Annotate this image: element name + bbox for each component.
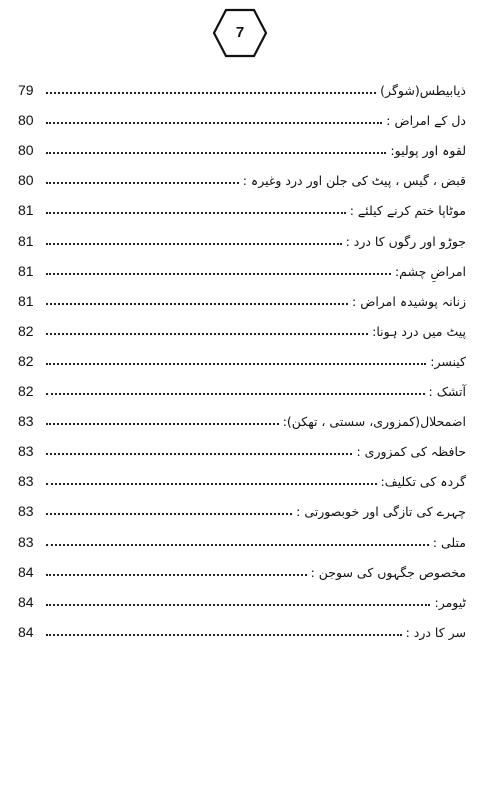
toc-entry-title: کینسر: (430, 353, 466, 369)
toc-entry[interactable] (18, 70, 466, 100)
toc-entry-title: ٹیومر: (434, 594, 466, 610)
toc-leader-dots (46, 332, 368, 335)
toc-leader-dots (46, 91, 376, 94)
toc-entry-page: 84 (18, 623, 34, 640)
toc-leader-dots (46, 633, 402, 636)
toc-entry[interactable] (18, 491, 466, 521)
toc-entry-title: جوڑو اور رگوں کا درد : (345, 233, 466, 249)
toc-entry-title: امراضِ چشم: (394, 263, 466, 279)
toc-entry-title: چہرے کی تازگی اور خوبصورتی : (296, 504, 466, 520)
toc-entry[interactable] (18, 220, 466, 250)
toc-entry[interactable] (18, 612, 466, 642)
toc-entry[interactable] (18, 281, 466, 311)
toc-leader-dots (46, 573, 307, 576)
toc-entry-page: 83 (18, 443, 34, 460)
toc-entry-title: متلی : (432, 534, 466, 550)
page-number-badge (212, 8, 268, 58)
toc-entry[interactable] (18, 130, 466, 160)
toc-entry-page: 80 (18, 172, 34, 189)
toc-entry-page: 80 (18, 112, 34, 129)
toc-leader-dots (46, 422, 279, 425)
toc-entry-title: قبض ، گیس ، پیٹ کی جلن اور درد وغیرہ : (242, 173, 466, 189)
toc-entry-title: پیٹ میں درد ہونا: (372, 323, 466, 339)
toc-leader-dots (46, 121, 382, 124)
toc-entry[interactable] (18, 431, 466, 461)
toc-entry-title: آتشک : (428, 384, 466, 400)
toc-entry-title: گردہ کی تکلیف: (380, 474, 466, 490)
toc-entry[interactable] (18, 190, 466, 220)
toc-entry[interactable] (18, 100, 466, 130)
toc-entry[interactable] (18, 582, 466, 612)
toc-entry-title: زنانہ پوشیدہ امراض : (352, 293, 466, 309)
toc-entry-page: 79 (18, 82, 34, 99)
toc-entry-page: 81 (18, 262, 34, 279)
toc-leader-dots (46, 151, 386, 154)
toc-entry-page: 83 (18, 473, 34, 490)
toc-entry-page: 84 (18, 593, 34, 610)
toc-entry[interactable] (18, 401, 466, 431)
toc-entry-page: 81 (18, 292, 34, 309)
toc-leader-dots (46, 543, 429, 546)
toc-entry-page: 83 (18, 503, 34, 520)
page-number: 7 (235, 24, 245, 41)
toc-leader-dots (46, 452, 352, 455)
table-of-contents (18, 70, 466, 642)
toc-leader-dots (46, 302, 348, 305)
toc-entry[interactable] (18, 160, 466, 190)
toc-leader-dots (46, 242, 342, 245)
toc-entry[interactable] (18, 461, 466, 491)
toc-entry-page: 82 (18, 352, 34, 369)
toc-entry-title: حافظہ کی کمزوری : (356, 444, 466, 460)
toc-entry-page: 81 (18, 232, 34, 249)
toc-leader-dots (46, 512, 292, 515)
toc-entry[interactable] (18, 371, 466, 401)
toc-entry-page: 82 (18, 383, 34, 400)
toc-entry-page: 83 (18, 533, 34, 550)
toc-entry-title: موٹاپا ختم کرنے کیلئے : (349, 203, 466, 219)
toc-entry-page: 82 (18, 322, 34, 339)
toc-entry-page: 83 (18, 413, 34, 430)
toc-entry-page: 81 (18, 202, 34, 219)
toc-entry-title: ذیابیطس(شوگر) (380, 83, 466, 99)
toc-entry-page: 80 (18, 142, 34, 159)
toc-leader-dots (46, 392, 425, 395)
toc-entry[interactable] (18, 521, 466, 551)
toc-entry-title: سر کا درد : (405, 624, 466, 640)
toc-leader-dots (46, 362, 426, 365)
toc-entry[interactable] (18, 311, 466, 341)
toc-leader-dots (46, 181, 239, 184)
toc-leader-dots (46, 272, 391, 275)
toc-leader-dots (46, 482, 377, 485)
toc-entry-page: 84 (18, 563, 34, 580)
toc-entry-title: اضمحلال(کمزوری، سستی ، تھکن): (282, 414, 466, 430)
toc-entry[interactable] (18, 251, 466, 281)
toc-entry-title: لقوہ اور پولیو: (390, 143, 466, 159)
toc-entry[interactable] (18, 552, 466, 582)
toc-entry-title: دل کے امراض : (386, 113, 466, 129)
toc-leader-dots (46, 603, 430, 606)
toc-entry[interactable] (18, 341, 466, 371)
toc-leader-dots (46, 211, 346, 214)
toc-entry-title: مخصوص جگہوں کی سوجن : (310, 564, 466, 580)
